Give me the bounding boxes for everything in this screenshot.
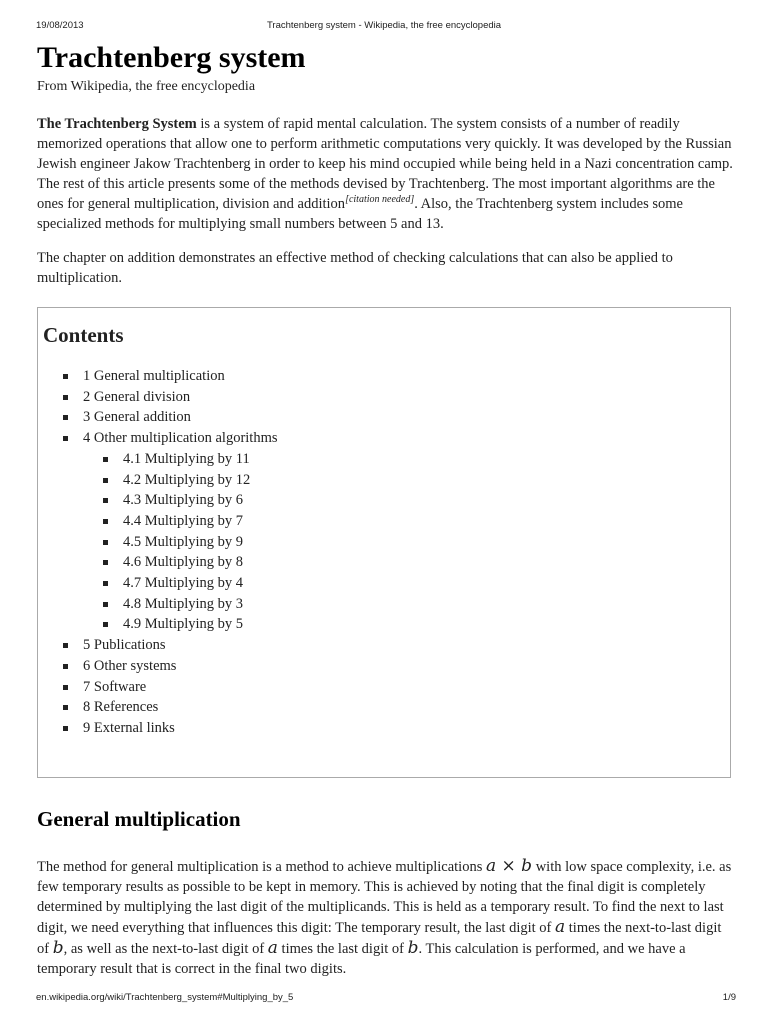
gm-text-2: with low space complexity, i.e. as few temporary results as possible to be kept in memory. This is achieved by noting that the final digit is completely determined by multiplying the last digit of the multiplicands. This is held as a temporary result. To find the next to last digit, we need everything that influences this digit: The temporary result, the last digit of [37, 859, 732, 936]
math-a: a [555, 917, 566, 937]
bullet-icon [103, 478, 108, 483]
section-heading-general-multiplication: General multiplication [37, 807, 241, 831]
toc-link[interactable]: 7 Software [83, 678, 147, 695]
bullet-icon [103, 498, 108, 503]
toc-item-general-division [43, 387, 725, 408]
toc-link[interactable]: 4.9 Multiplying by 5 [123, 616, 244, 633]
toc-sublist [83, 449, 725, 635]
toc-link[interactable]: 1 General multiplication [83, 368, 225, 384]
print-url: en.wikipedia.org/wiki/Trachtenberg_system#Multiplying_by_5 [36, 992, 294, 1003]
toc-link[interactable]: 8 References [83, 699, 159, 716]
gm-text-5: times the last digit of [277, 941, 408, 957]
intro-text-b: . Also, the Trachtenberg system includes some specialized methods for multiplying small numbers between 5 and 13. [37, 196, 683, 232]
toc-link[interactable]: 2 General division [83, 388, 191, 405]
bullet-icon [103, 602, 108, 607]
intro-text-a: is a system of rapid mental calculation. The system consists of a number of readily memorized operations that allow one to perform arithmetic computations very quickly. It was developed by the Russian Jewish engineer Jakow Trachtenberg in order to keep his mind occupied while being held in a Nazi concentration camp. The rest of this article presents some of the methods devised by Trachtenberg. The most important algorithms are the ones for general multiplication, division and addition [37, 116, 733, 212]
print-footer [0, 992, 768, 1006]
gm-text-6: . This calculation is performed, and we have a temporary result that is correct in the final two digits. [37, 941, 686, 977]
toc-link[interactable]: 4 Other multiplication algorithms [83, 430, 278, 447]
toc-item-software [43, 677, 725, 698]
toc-subitem [83, 573, 725, 594]
bullet-icon [103, 622, 108, 627]
toc-subitem [83, 614, 725, 635]
gm-text-1: The method for general multiplication is a method to achieve multiplications [37, 859, 486, 875]
bullet-icon [103, 540, 108, 545]
toc-subitem [83, 449, 725, 470]
toc-link[interactable]: 3 General addition [83, 409, 191, 426]
toc-link[interactable]: 4.5 Multiplying by 9 [123, 533, 244, 550]
toc-item-external-links [43, 718, 725, 739]
gm-text-3: times the next-to-last digit of [37, 920, 722, 957]
bullet-icon [63, 705, 68, 710]
print-page-title: Trachtenberg system - Wikipedia, the free encyclopedia [266, 20, 502, 31]
print-header [0, 20, 768, 34]
math-b: b [52, 938, 64, 958]
toc-item-references [43, 697, 725, 718]
bullet-icon [63, 415, 68, 420]
toc-link[interactable]: 4.3 Multiplying by 6 [123, 492, 244, 509]
general-multiplication-paragraph [37, 856, 737, 979]
bullet-icon [63, 643, 68, 648]
bullet-icon [63, 395, 68, 400]
citation-needed-link[interactable]: [citation needed] [345, 194, 415, 205]
toc-item-publications [43, 635, 725, 656]
toc-link[interactable]: 4.4 Multiplying by 7 [123, 512, 244, 529]
bullet-icon [103, 519, 108, 524]
toc-subitem [83, 470, 725, 491]
toc-link[interactable]: 4.6 Multiplying by 8 [123, 554, 244, 571]
toc-list [43, 366, 725, 739]
intro-paragraph-2: The chapter on addition demonstrates an effective method of checking calculations that can also be applied to multiplication. [37, 250, 673, 286]
bullet-icon [103, 560, 108, 565]
tagline: From Wikipedia, the free encyclopedia [37, 79, 256, 94]
bullet-icon [103, 581, 108, 586]
print-date: 19/08/2013 [36, 20, 84, 31]
table-of-contents [37, 307, 731, 778]
bullet-icon [103, 457, 108, 462]
toc-subitem [83, 511, 725, 532]
page-title: Trachtenberg system [37, 41, 306, 74]
bullet-icon [63, 664, 68, 669]
toc-subitem [83, 552, 725, 573]
bullet-icon [63, 436, 68, 441]
article-content [37, 40, 737, 979]
toc-subitem [83, 490, 725, 511]
toc-link[interactable]: 4.8 Multiplying by 3 [123, 595, 244, 612]
toc-item-general-addition [43, 407, 725, 428]
toc-title: Contents [43, 323, 124, 347]
intro-bold-term: The Trachtenberg System [37, 116, 197, 132]
toc-link[interactable]: 4.7 Multiplying by 4 [123, 575, 244, 592]
toc-item-other-systems [43, 656, 725, 677]
bullet-icon [63, 374, 68, 379]
bullet-icon [63, 726, 68, 731]
toc-item-general-multiplication [43, 366, 725, 387]
math-b: b [407, 938, 419, 958]
toc-subitem [83, 594, 725, 615]
intro-paragraph [37, 114, 737, 234]
toc-link[interactable]: 4.1 Multiplying by 11 [123, 450, 250, 467]
print-page-number: 1/9 [722, 992, 736, 1003]
gm-text-4: , as well as the next-to-last digit of [63, 941, 268, 957]
toc-link[interactable]: 9 External links [83, 719, 175, 736]
math-a-times-b: a × b [485, 856, 533, 876]
toc-link[interactable]: 4.2 Multiplying by 12 [123, 471, 251, 488]
bullet-icon [63, 685, 68, 690]
toc-item-other-multiplication [43, 428, 725, 635]
toc-link[interactable]: 6 Other systems [83, 657, 177, 674]
toc-subitem [83, 532, 725, 553]
math-a: a [267, 938, 278, 958]
toc-link[interactable]: 5 Publications [83, 637, 166, 654]
